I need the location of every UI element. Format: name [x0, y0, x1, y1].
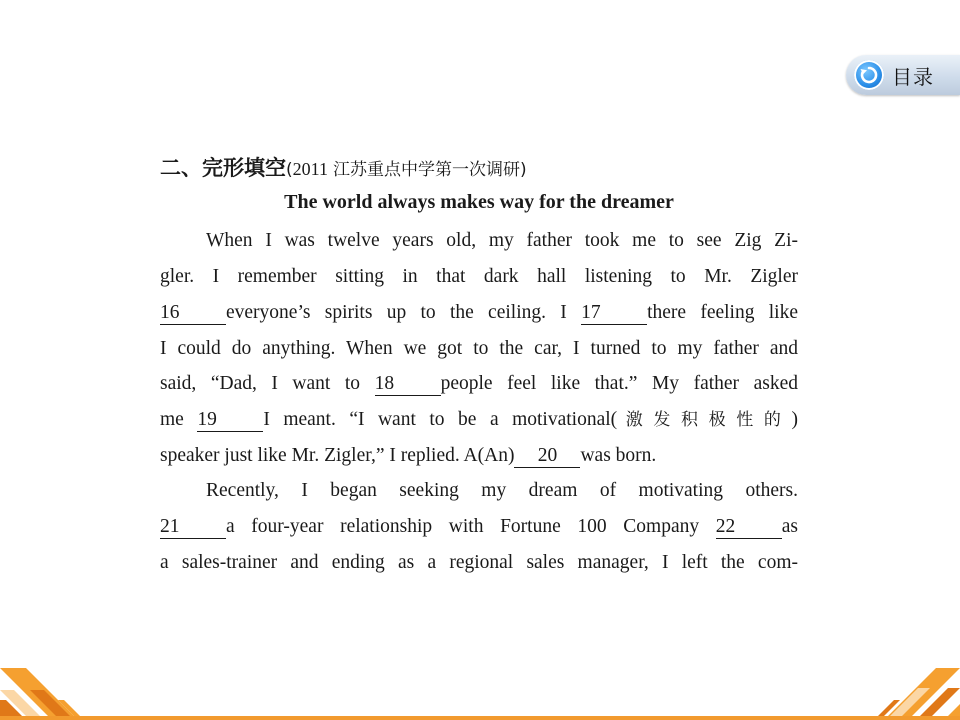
line-text: I meant. “I want to be a motivational( — [263, 409, 618, 430]
blank-16[interactable]: 16 — [160, 302, 226, 325]
blank-22[interactable]: 22 — [716, 516, 782, 539]
passage-title: The world always makes way for the dreamer — [284, 191, 674, 213]
blank-17[interactable]: 17 — [581, 302, 647, 325]
line-text: me — [160, 409, 198, 430]
line-text: everyone’s spirits up to the ceiling. I — [226, 302, 582, 323]
source-open-paren: ( — [286, 160, 293, 180]
source-close-paren: ) — [519, 160, 527, 180]
line-text: gler. I remember sitting in that dark hall listening to Mr. Zigler — [160, 266, 798, 287]
line-text: as — [781, 516, 798, 537]
line-text: a four-year relationship with Fortune 100 Company — [226, 516, 716, 537]
toc-label: 目录 — [892, 64, 934, 89]
blank-21[interactable]: 21 — [160, 516, 226, 539]
line-text: When I was twelve years old, my father took me to see Zig Zi- — [206, 230, 798, 251]
line-text: said, “Dad, I want to — [160, 373, 375, 394]
line-text: people feel like that.” My father asked — [440, 373, 798, 394]
line-text: ) — [791, 409, 799, 430]
blank-18[interactable]: 18 — [375, 373, 441, 396]
blank-19[interactable]: 19 — [197, 409, 263, 432]
source-text: 江苏重点中学第一次调研 — [332, 160, 520, 180]
line-text: speaker just like Mr. Zigler,” I replied. A(An) — [160, 445, 515, 466]
right-corner-ornament — [878, 668, 960, 716]
line-text: was born. — [580, 445, 657, 466]
line-text: Recently, I began seeking my dream of motivating others. — [206, 480, 798, 501]
blank-20[interactable]: 20 — [514, 445, 580, 468]
source-year: 2011 — [292, 159, 328, 179]
section-title: 二、完形填空 — [160, 156, 286, 180]
bottom-bar — [0, 716, 960, 720]
line-text: a sales-trainer and ending as a regional sales manager, I left the com- — [160, 552, 798, 573]
chinese-gloss: 激发积极性的 — [617, 410, 792, 430]
line-text: there feeling like — [647, 302, 799, 323]
line-text: I could do anything. When we got to the car, I turned to my father and — [160, 338, 798, 359]
left-corner-ornament — [0, 668, 80, 716]
